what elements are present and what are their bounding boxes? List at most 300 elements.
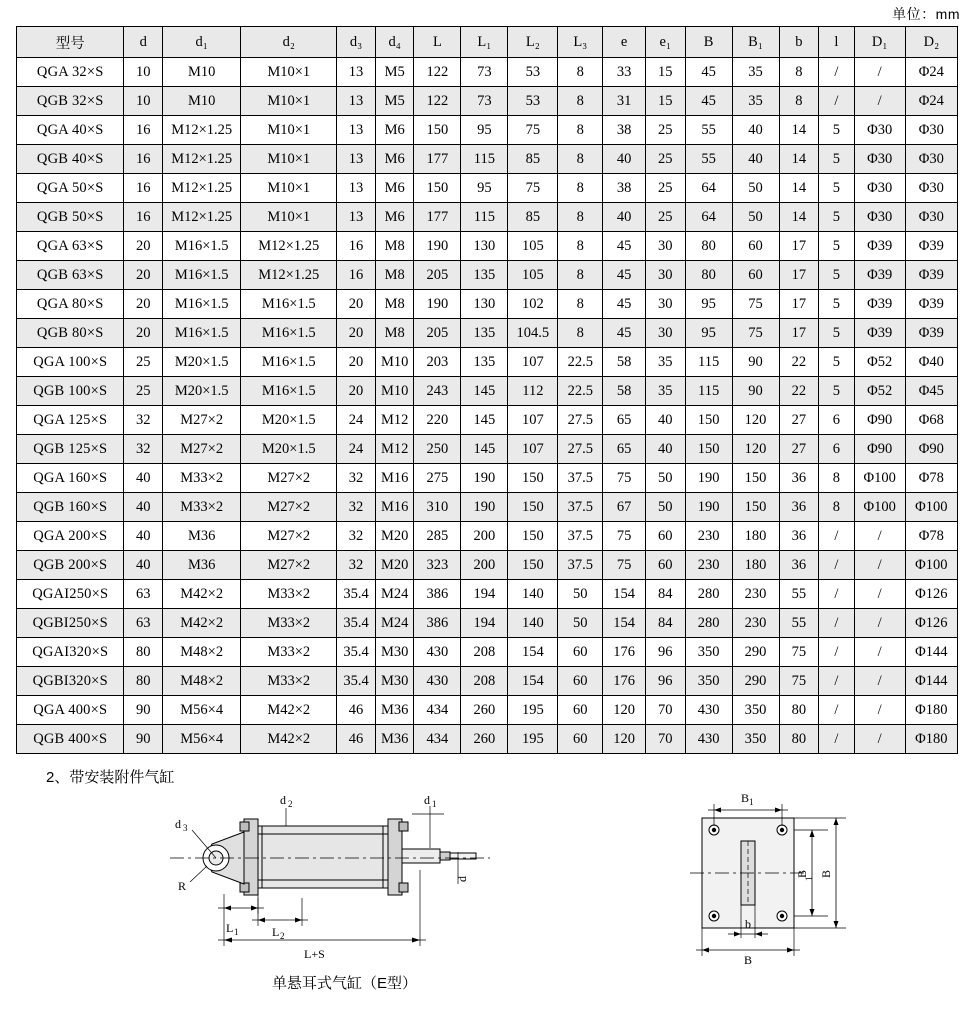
cell-value: 20	[337, 290, 376, 319]
cell-value: 14	[779, 145, 819, 174]
col-header-d4: d₄	[375, 27, 414, 58]
table-row	[17, 580, 958, 609]
cell-model: QGB 400×S	[17, 725, 124, 754]
cell-value: 430	[414, 638, 461, 667]
cell-value: M8	[375, 290, 414, 319]
cell-value: 6	[819, 406, 854, 435]
cell-value: /	[854, 58, 905, 87]
cell-value: M6	[375, 145, 414, 174]
cell-value: 176	[603, 667, 646, 696]
cell-value: 90	[124, 725, 163, 754]
cell-value: 50	[645, 464, 685, 493]
cell-value: 30	[645, 319, 685, 348]
cell-value: 22.5	[558, 377, 603, 406]
cell-value: 15	[645, 87, 685, 116]
cell-value: 180	[732, 522, 779, 551]
cell-model: QGA 32×S	[17, 58, 124, 87]
cell-value: 285	[414, 522, 461, 551]
cell-model: QGBI250×S	[17, 609, 124, 638]
cell-value: M16×1.5	[163, 261, 241, 290]
cell-value: 16	[337, 261, 376, 290]
cell-value: M27×2	[241, 493, 337, 522]
cell-value: 115	[685, 348, 732, 377]
cell-value: 145	[461, 377, 508, 406]
cell-value: 260	[461, 696, 508, 725]
cell-value: M16×1.5	[241, 348, 337, 377]
cell-value: /	[819, 58, 854, 87]
cell-value: M30	[375, 667, 414, 696]
table-row	[17, 696, 958, 725]
cell-value: /	[854, 696, 905, 725]
cell-value: M10	[163, 87, 241, 116]
cell-value: 180	[732, 551, 779, 580]
cell-model: QGA 400×S	[17, 696, 124, 725]
cell-value: 5	[819, 290, 854, 319]
table-row	[17, 435, 958, 464]
cell-model: QGB 50×S	[17, 203, 124, 232]
cell-value: 177	[414, 203, 461, 232]
cell-value: M48×2	[163, 638, 241, 667]
cell-value: 150	[732, 464, 779, 493]
cell-value: M42×2	[163, 609, 241, 638]
cell-value: 20	[124, 232, 163, 261]
table-row	[17, 522, 958, 551]
cell-value: 16	[337, 232, 376, 261]
cell-value: 102	[508, 290, 558, 319]
cell-value: M42×2	[241, 696, 337, 725]
cell-value: 350	[732, 725, 779, 754]
cell-value: /	[819, 725, 854, 754]
figure-drawings	[0, 786, 974, 966]
cell-model: QGA 50×S	[17, 174, 124, 203]
cell-value: M33×2	[163, 464, 241, 493]
cell-value: 53	[508, 58, 558, 87]
cell-value: 95	[461, 116, 508, 145]
cell-value: 32	[124, 435, 163, 464]
cell-value: 154	[603, 609, 646, 638]
cell-value: 16	[124, 174, 163, 203]
cell-value: 35.4	[337, 580, 376, 609]
cell-value: 8	[779, 58, 819, 87]
cell-value: 280	[685, 609, 732, 638]
col-header-B: B	[685, 27, 732, 58]
col-header-l: l	[819, 27, 854, 58]
cell-value: 13	[337, 174, 376, 203]
col-header-B1: B₁	[732, 27, 779, 58]
cell-value: M6	[375, 203, 414, 232]
cell-value: 5	[819, 348, 854, 377]
cell-value: 40	[645, 435, 685, 464]
cell-value: 120	[732, 435, 779, 464]
cell-value: 55	[779, 609, 819, 638]
cell-value: 38	[603, 116, 646, 145]
cell-value: 65	[603, 435, 646, 464]
col-header-model: 型号	[17, 27, 124, 58]
cell-value: 95	[685, 319, 732, 348]
cell-value: 96	[645, 667, 685, 696]
cell-value: 260	[461, 725, 508, 754]
cell-value: 434	[414, 725, 461, 754]
cell-value: M5	[375, 58, 414, 87]
cell-value: 13	[337, 87, 376, 116]
cell-value: Φ90	[854, 435, 905, 464]
col-header-d1: d₁	[163, 27, 241, 58]
cell-value: 150	[508, 464, 558, 493]
specification-table	[16, 26, 958, 754]
cell-value: 8	[558, 232, 603, 261]
cell-value: 35	[732, 87, 779, 116]
cell-value: 140	[508, 609, 558, 638]
cell-value: 243	[414, 377, 461, 406]
cell-value: M16	[375, 464, 414, 493]
cell-value: 35	[645, 377, 685, 406]
cell-value: 65	[603, 406, 646, 435]
table-row	[17, 406, 958, 435]
col-header-d3: d₃	[337, 27, 376, 58]
cell-value: 85	[508, 145, 558, 174]
cell-value: Φ39	[905, 319, 957, 348]
cell-value: Φ78	[905, 522, 957, 551]
cell-value: 8	[819, 464, 854, 493]
cell-value: 195	[508, 696, 558, 725]
cell-value: 190	[414, 232, 461, 261]
cell-model: QGA 160×S	[17, 464, 124, 493]
table-row	[17, 725, 958, 754]
cell-value: 176	[603, 638, 646, 667]
cell-value: 50	[558, 609, 603, 638]
cell-value: M12×1.25	[163, 203, 241, 232]
cell-value: 40	[124, 551, 163, 580]
cell-value: 27.5	[558, 435, 603, 464]
table-row	[17, 116, 958, 145]
cell-value: 70	[645, 725, 685, 754]
cell-value: 107	[508, 435, 558, 464]
cell-value: 45	[603, 232, 646, 261]
cell-value: 208	[461, 638, 508, 667]
cell-value: 350	[685, 667, 732, 696]
cell-value: 90	[124, 696, 163, 725]
cell-value: M12×1.25	[241, 261, 337, 290]
table-row	[17, 319, 958, 348]
label-R: R	[178, 879, 187, 893]
cell-value: 75	[508, 116, 558, 145]
cell-model: QGA 80×S	[17, 290, 124, 319]
cell-value: M20×1.5	[163, 348, 241, 377]
cell-value: 130	[461, 290, 508, 319]
table-row	[17, 551, 958, 580]
cell-value: 64	[685, 203, 732, 232]
cell-value: M20×1.5	[241, 406, 337, 435]
cell-value: 95	[685, 290, 732, 319]
cell-value: Φ39	[854, 261, 905, 290]
table-row	[17, 609, 958, 638]
col-header-L: L	[414, 27, 461, 58]
cell-value: 115	[461, 203, 508, 232]
cell-value: Φ100	[905, 551, 957, 580]
cell-value: 323	[414, 551, 461, 580]
cell-value: M10	[375, 348, 414, 377]
cell-value: 75	[779, 638, 819, 667]
cell-value: 8	[558, 319, 603, 348]
cell-value: 37.5	[558, 493, 603, 522]
cell-value: /	[819, 667, 854, 696]
cell-value: M10×1	[241, 116, 337, 145]
unit-note: 单位：mm	[892, 6, 960, 22]
cell-value: 80	[779, 696, 819, 725]
cell-value: M10	[163, 58, 241, 87]
cell-value: 290	[732, 667, 779, 696]
cell-value: 203	[414, 348, 461, 377]
cell-value: 25	[645, 203, 685, 232]
table-row	[17, 58, 958, 87]
cell-value: 194	[461, 609, 508, 638]
cell-value: M10×1	[241, 145, 337, 174]
cell-value: 8	[558, 116, 603, 145]
label-b: b	[745, 917, 751, 931]
cell-value: Φ30	[905, 174, 957, 203]
col-header-L1: L₁	[461, 27, 508, 58]
col-header-D2: D₂	[905, 27, 957, 58]
cell-value: M33×2	[241, 580, 337, 609]
cell-value: 208	[461, 667, 508, 696]
cell-value: /	[854, 638, 905, 667]
cell-value: M8	[375, 319, 414, 348]
cell-value: M20×1.5	[163, 377, 241, 406]
table-row	[17, 174, 958, 203]
cell-value: 14	[779, 174, 819, 203]
cell-value: 38	[603, 174, 646, 203]
cell-value: Φ144	[905, 667, 957, 696]
cell-value: 50	[558, 580, 603, 609]
cell-value: 16	[124, 145, 163, 174]
cell-value: M33×2	[241, 667, 337, 696]
cell-value: 20	[124, 290, 163, 319]
cell-value: 37.5	[558, 522, 603, 551]
cell-value: M10	[375, 377, 414, 406]
label-d2-sub: 2	[288, 799, 293, 809]
cell-value: M16×1.5	[163, 290, 241, 319]
cell-value: 386	[414, 580, 461, 609]
cell-value: 5	[819, 261, 854, 290]
cell-value: 112	[508, 377, 558, 406]
cell-value: 32	[337, 493, 376, 522]
cell-value: M16×1.5	[241, 290, 337, 319]
cell-value: Φ100	[905, 493, 957, 522]
cell-model: QGAI250×S	[17, 580, 124, 609]
cell-value: 33	[603, 58, 646, 87]
cell-value: /	[854, 609, 905, 638]
cell-value: 35.4	[337, 609, 376, 638]
cell-value: 190	[461, 464, 508, 493]
cell-value: 205	[414, 319, 461, 348]
cell-value: 14	[779, 116, 819, 145]
cell-value: 25	[124, 348, 163, 377]
cell-value: 430	[685, 725, 732, 754]
label-B1-side-sub: 1	[804, 876, 814, 881]
cell-value: 13	[337, 58, 376, 87]
cell-value: 120	[732, 406, 779, 435]
cell-model: QGB 80×S	[17, 319, 124, 348]
table-row	[17, 638, 958, 667]
cell-model: QGBI320×S	[17, 667, 124, 696]
cell-value: 150	[508, 493, 558, 522]
cell-value: 5	[819, 174, 854, 203]
cell-value: 150	[732, 493, 779, 522]
cell-value: 17	[779, 290, 819, 319]
cell-value: 80	[124, 638, 163, 667]
cell-value: 60	[558, 638, 603, 667]
cell-value: M24	[375, 580, 414, 609]
cell-value: 60	[732, 261, 779, 290]
cell-value: 60	[645, 522, 685, 551]
cell-value: 150	[414, 116, 461, 145]
label-d2: d	[280, 793, 286, 807]
cell-value: M16	[375, 493, 414, 522]
label-B1-side: B	[795, 869, 809, 878]
cell-value: 40	[603, 145, 646, 174]
cell-value: 36	[779, 493, 819, 522]
label-d1: d	[424, 793, 430, 807]
cell-value: Φ180	[905, 725, 957, 754]
cell-value: 75	[603, 464, 646, 493]
cell-value: M10×1	[241, 203, 337, 232]
cell-value: 190	[414, 290, 461, 319]
cell-value: 63	[124, 580, 163, 609]
label-B1-top: B	[741, 791, 750, 805]
label-d3: d	[175, 817, 181, 831]
cell-value: 60	[645, 551, 685, 580]
cell-value: Φ39	[905, 261, 957, 290]
cell-value: 145	[461, 435, 508, 464]
cell-value: M8	[375, 232, 414, 261]
col-header-L2: L₂	[508, 27, 558, 58]
cell-value: M20×1.5	[241, 435, 337, 464]
cell-value: 67	[603, 493, 646, 522]
cell-value: M36	[375, 696, 414, 725]
cell-value: 55	[685, 145, 732, 174]
cell-value: 60	[732, 232, 779, 261]
cell-value: 73	[461, 58, 508, 87]
cell-value: 6	[819, 435, 854, 464]
cell-value: 13	[337, 145, 376, 174]
cell-value: 8	[558, 203, 603, 232]
cell-value: 104.5	[508, 319, 558, 348]
table-header-row	[17, 27, 958, 58]
cell-value: M36	[163, 551, 241, 580]
col-header-d2: d₂	[241, 27, 337, 58]
cell-value: 194	[461, 580, 508, 609]
cell-value: 64	[685, 174, 732, 203]
cell-value: 16	[124, 116, 163, 145]
cell-value: 200	[461, 551, 508, 580]
cell-value: 25	[645, 174, 685, 203]
cell-value: 130	[461, 232, 508, 261]
cell-model: QGAI320×S	[17, 638, 124, 667]
cell-value: M12×1.25	[163, 116, 241, 145]
cell-value: M56×4	[163, 696, 241, 725]
cell-value: 40	[124, 464, 163, 493]
cell-value: M56×4	[163, 725, 241, 754]
cell-value: 15	[645, 58, 685, 87]
cell-model: QGB 32×S	[17, 87, 124, 116]
figure-caption: 单悬耳式气缸（E型）	[272, 975, 418, 992]
cell-value: M27×2	[241, 522, 337, 551]
cell-value: 80	[685, 232, 732, 261]
cell-value: /	[854, 580, 905, 609]
cell-value: Φ78	[905, 464, 957, 493]
cell-value: M16×1.5	[163, 319, 241, 348]
cell-model: QGA 63×S	[17, 232, 124, 261]
cell-value: 75	[779, 667, 819, 696]
cell-value: 280	[685, 580, 732, 609]
cell-value: 190	[685, 464, 732, 493]
cell-value: M12×1.25	[241, 232, 337, 261]
table-row	[17, 464, 958, 493]
cell-model: QGA 200×S	[17, 522, 124, 551]
col-header-D1: D₁	[854, 27, 905, 58]
cell-value: 22.5	[558, 348, 603, 377]
cell-value: 63	[124, 609, 163, 638]
cell-value: 31	[603, 87, 646, 116]
table-row	[17, 493, 958, 522]
cell-value: 350	[732, 696, 779, 725]
table-row	[17, 290, 958, 319]
cell-value: 84	[645, 580, 685, 609]
cell-value: 150	[508, 522, 558, 551]
cell-value: Φ30	[854, 203, 905, 232]
cell-value: 10	[124, 87, 163, 116]
cell-value: 230	[685, 522, 732, 551]
cell-value: 73	[461, 87, 508, 116]
cell-value: 36	[779, 464, 819, 493]
cell-value: 5	[819, 203, 854, 232]
cell-value: 8	[779, 87, 819, 116]
cell-value: 60	[558, 696, 603, 725]
cell-value: M10×1	[241, 58, 337, 87]
cell-value: 20	[337, 377, 376, 406]
cell-value: 32	[337, 551, 376, 580]
cell-value: 45	[603, 290, 646, 319]
cell-value: M12	[375, 435, 414, 464]
label-B1-top-sub: 1	[749, 797, 754, 807]
cell-value: 40	[645, 406, 685, 435]
cell-value: 40	[732, 145, 779, 174]
table-row	[17, 377, 958, 406]
cell-value: 80	[124, 667, 163, 696]
table-row	[17, 87, 958, 116]
cell-value: /	[819, 580, 854, 609]
cell-value: M33×2	[241, 638, 337, 667]
cell-value: Φ24	[905, 87, 957, 116]
cell-value: 24	[337, 435, 376, 464]
cell-value: M27×2	[241, 551, 337, 580]
label-d: d	[455, 876, 469, 882]
cell-value: 45	[685, 87, 732, 116]
label-L2: L	[272, 925, 280, 939]
cell-value: 53	[508, 87, 558, 116]
cell-value: M36	[163, 522, 241, 551]
cell-value: M42×2	[163, 580, 241, 609]
cell-value: 13	[337, 203, 376, 232]
table-row	[17, 145, 958, 174]
cell-value: 50	[732, 174, 779, 203]
section-title: 2、带安装附件气缸	[46, 769, 175, 786]
cell-value: /	[819, 87, 854, 116]
cell-value: /	[854, 522, 905, 551]
cell-value: 8	[558, 174, 603, 203]
cell-value: 8	[558, 145, 603, 174]
cell-value: Φ45	[905, 377, 957, 406]
